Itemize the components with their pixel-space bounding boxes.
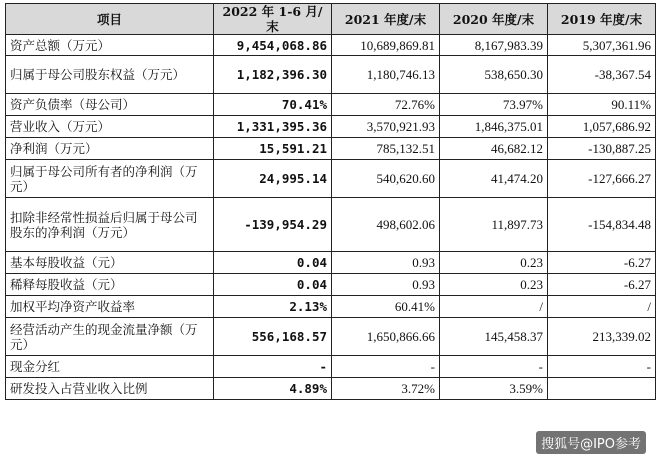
- cell-value: -: [548, 356, 656, 378]
- cell-value: -6.27: [548, 252, 656, 274]
- cell-value: /: [548, 296, 656, 318]
- cell-value: 0.04: [214, 252, 332, 274]
- row-label: 资产负债率（母公司）: [6, 94, 214, 116]
- header-2020: 2020 年度/末: [440, 4, 548, 35]
- table-row: [6, 138, 656, 160]
- cell-value: 540,620.60: [332, 160, 440, 198]
- cell-value: 60.41%: [332, 296, 440, 318]
- cell-value: 538,650.30: [440, 56, 548, 94]
- cell-value: 213,339.02: [548, 318, 656, 356]
- watermark: 搜狐号@IPO参考: [536, 431, 646, 454]
- cell-value: -: [214, 356, 332, 378]
- table-row: [6, 35, 656, 56]
- cell-value: 46,682.12: [440, 138, 548, 160]
- table-row: [6, 116, 656, 138]
- cell-value: 145,458.37: [440, 318, 548, 356]
- cell-value: 15,591.21: [214, 138, 332, 160]
- cell-value: -: [332, 356, 440, 378]
- cell-value: 2.13%: [214, 296, 332, 318]
- cell-value: 9,454,068.86: [214, 35, 332, 56]
- row-label: 资产总额（万元）: [6, 35, 214, 56]
- cell-value: 73.97%: [440, 94, 548, 116]
- header-2021: 2021 年度/末: [332, 4, 440, 35]
- cell-value: -6.27: [548, 274, 656, 296]
- table-row: [6, 94, 656, 116]
- cell-value: 1,057,686.92: [548, 116, 656, 138]
- table-row: [6, 198, 656, 252]
- header-2019: 2019 年度/末: [548, 4, 656, 35]
- cell-value: 0.23: [440, 252, 548, 274]
- cell-value: 90.11%: [548, 94, 656, 116]
- cell-value: 1,331,395.36: [214, 116, 332, 138]
- cell-value: 0.93: [332, 274, 440, 296]
- cell-value: 5,307,361.96: [548, 35, 656, 56]
- cell-value: -: [440, 356, 548, 378]
- cell-value: 0.93: [332, 252, 440, 274]
- cell-value: 0.04: [214, 274, 332, 296]
- row-label: 现金分红: [6, 356, 214, 378]
- table-row: [6, 274, 656, 296]
- table-row: [6, 318, 656, 356]
- cell-value: 1,180,746.13: [332, 56, 440, 94]
- cell-value: 10,689,869.81: [332, 35, 440, 56]
- financial-data-table: [5, 3, 656, 400]
- row-label: 扣除非经常性损益后归属于母公司股东的净利润（万元）: [6, 198, 214, 252]
- table-row: [6, 378, 656, 400]
- cell-value: 11,897.73: [440, 198, 548, 252]
- row-label: 归属于母公司所有者的净利润（万元）: [6, 160, 214, 198]
- cell-value: 1,650,866.66: [332, 318, 440, 356]
- table-row: [6, 356, 656, 378]
- table-header-row: [6, 4, 656, 35]
- cell-value: -38,367.54: [548, 56, 656, 94]
- row-label: 归属于母公司股东权益（万元）: [6, 56, 214, 94]
- cell-value: -139,954.29: [214, 198, 332, 252]
- cell-value: 24,995.14: [214, 160, 332, 198]
- table-row: [6, 56, 656, 94]
- table-row: [6, 160, 656, 198]
- cell-value: -130,887.25: [548, 138, 656, 160]
- cell-value: 0.23: [440, 274, 548, 296]
- cell-value: 1,182,396.30: [214, 56, 332, 94]
- cell-value: 556,168.57: [214, 318, 332, 356]
- cell-value: -127,666.27: [548, 160, 656, 198]
- cell-value: 3.72%: [332, 378, 440, 400]
- cell-value: 70.41%: [214, 94, 332, 116]
- row-label: 营业收入（万元）: [6, 116, 214, 138]
- cell-value: 8,167,983.39: [440, 35, 548, 56]
- cell-value: 785,132.51: [332, 138, 440, 160]
- cell-value: 72.76%: [332, 94, 440, 116]
- cell-value: [548, 378, 656, 400]
- row-label: 净利润（万元）: [6, 138, 214, 160]
- cell-value: 3,570,921.93: [332, 116, 440, 138]
- cell-value: /: [440, 296, 548, 318]
- table-row: [6, 252, 656, 274]
- cell-value: 1,846,375.01: [440, 116, 548, 138]
- cell-value: -154,834.48: [548, 198, 656, 252]
- row-label: 基本每股收益（元）: [6, 252, 214, 274]
- cell-value: 4.89%: [214, 378, 332, 400]
- cell-value: 498,602.06: [332, 198, 440, 252]
- cell-value: 41,474.20: [440, 160, 548, 198]
- header-item: 项目: [6, 4, 214, 35]
- row-label: 研发投入占营业收入比例: [6, 378, 214, 400]
- row-label: 稀释每股收益（元）: [6, 274, 214, 296]
- row-label: 经营活动产生的现金流量净额（万元）: [6, 318, 214, 356]
- header-2022h1: 2022 年 1-6 月/末: [214, 4, 332, 35]
- cell-value: 3.59%: [440, 378, 548, 400]
- row-label: 加权平均净资产收益率: [6, 296, 214, 318]
- table-row: [6, 296, 656, 318]
